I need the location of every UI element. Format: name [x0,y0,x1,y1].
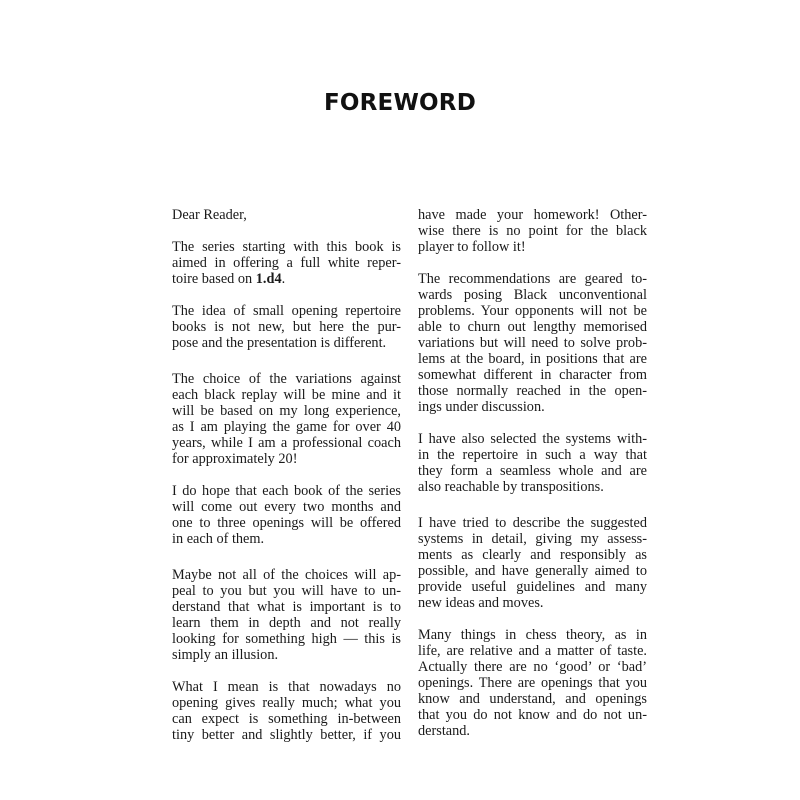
text-line: can expect is something in-between [172,711,401,727]
move-notation: 1.d4 [255,271,282,287]
text-line: years, while I am a professional coach [172,435,401,451]
text-line: that you do not know and do not un- [418,707,647,723]
paragraph [172,679,401,743]
text-line: What I mean is that nowadays no [172,679,401,695]
text-line: in each of them. [172,531,265,547]
paragraph [172,567,401,663]
text-line: each black replay will be mine and it [172,387,401,403]
text-line: provide useful guidelines and many [418,579,647,595]
text-line: new ideas and moves. [418,595,544,611]
paragraph [418,271,647,415]
text-line [172,271,401,287]
paragraph [418,627,647,739]
text-line: books is not new, but here the pur- [172,319,401,335]
text-line: in the repertoire in such a way that [418,447,647,463]
text-line: for approximately 20! [172,451,298,467]
paragraph [172,303,401,351]
text-line: The idea of small opening repertoire [172,303,401,319]
text-line: tiny better and slightly better, if you [172,727,401,743]
text-line: I have tried to describe the suggested [418,515,647,531]
text-fragment: . [281,271,286,287]
text-line: The choice of the variations against [172,371,401,387]
text-line: systems in detail, giving my assess- [418,531,647,547]
text-line: openings. There are openings that you [418,675,647,691]
paragraph [172,483,401,547]
text-line: learn them in depth and not really [172,615,401,631]
text-line: will be based on my long experience, [172,403,401,419]
paragraph [172,239,401,287]
text-line: one to three openings will be offered [172,515,401,531]
text-line: as I am playing the game for over 40 [172,419,401,435]
text-line: simply an illusion. [172,647,279,663]
left-column [172,207,401,759]
text-line: The recommendations are geared to- [418,271,647,287]
text-line: wise there is no point for the black [418,223,647,239]
text-line: Actually there are no ‘good’ or ‘bad’ [418,659,647,675]
text-line: know and understand, and openings [418,691,647,707]
text-line: possible, and have generally aimed to [418,563,647,579]
salutation [172,207,401,223]
text-line: problems. Your opponents will not be [418,303,647,319]
text-line: ings under discussion. [418,399,545,415]
text-line: variations but will need to solve prob- [418,335,647,351]
text-line: ments as clearly and responsibly as [418,547,647,563]
text-line: those normally reached in the open- [418,383,647,399]
text-line: peal to you but you will have to un- [172,583,401,599]
text-line: have made your homework! Other- [418,207,647,223]
text-line: opening gives really much; what you [172,695,401,711]
page-title: FOREWORD [323,90,476,116]
text-line: somewhat different in character from [418,367,647,383]
text-line: derstand. [418,723,471,739]
text-line: aimed in offering a full white reper- [172,255,401,271]
text-line: will come out every two months and [172,499,401,515]
text-line: lems at the board, in positions that are [418,351,647,367]
text-line: derstand that what is important is to [172,599,401,615]
text-line: wards posing Black unconventional [418,287,647,303]
paragraph [418,207,647,255]
text-line: also reachable by transpositions. [418,479,604,495]
text-line: looking for something high — this is [172,631,401,647]
paragraph [418,515,647,611]
text-line: Dear Reader, [172,207,247,223]
paragraph [172,371,401,467]
right-column [418,207,647,755]
text-line: I have also selected the systems with- [418,431,647,447]
paragraph [418,431,647,495]
text-line: Many things in chess theory, as in [418,627,647,643]
text-line: I do hope that each book of the series [172,483,401,499]
text-line: Maybe not all of the choices will ap- [172,567,401,583]
text-line: pose and the presentation is different. [172,335,387,351]
text-line: able to churn out lengthy memorised [418,319,647,335]
text-line: player to follow it! [418,239,526,255]
text-fragment: toire based on [172,271,256,287]
text-line: life, are relative and a matter of taste. [418,643,647,659]
text-line: The series starting with this book is [172,239,401,255]
text-line: they form a seamless whole and are [418,463,647,479]
